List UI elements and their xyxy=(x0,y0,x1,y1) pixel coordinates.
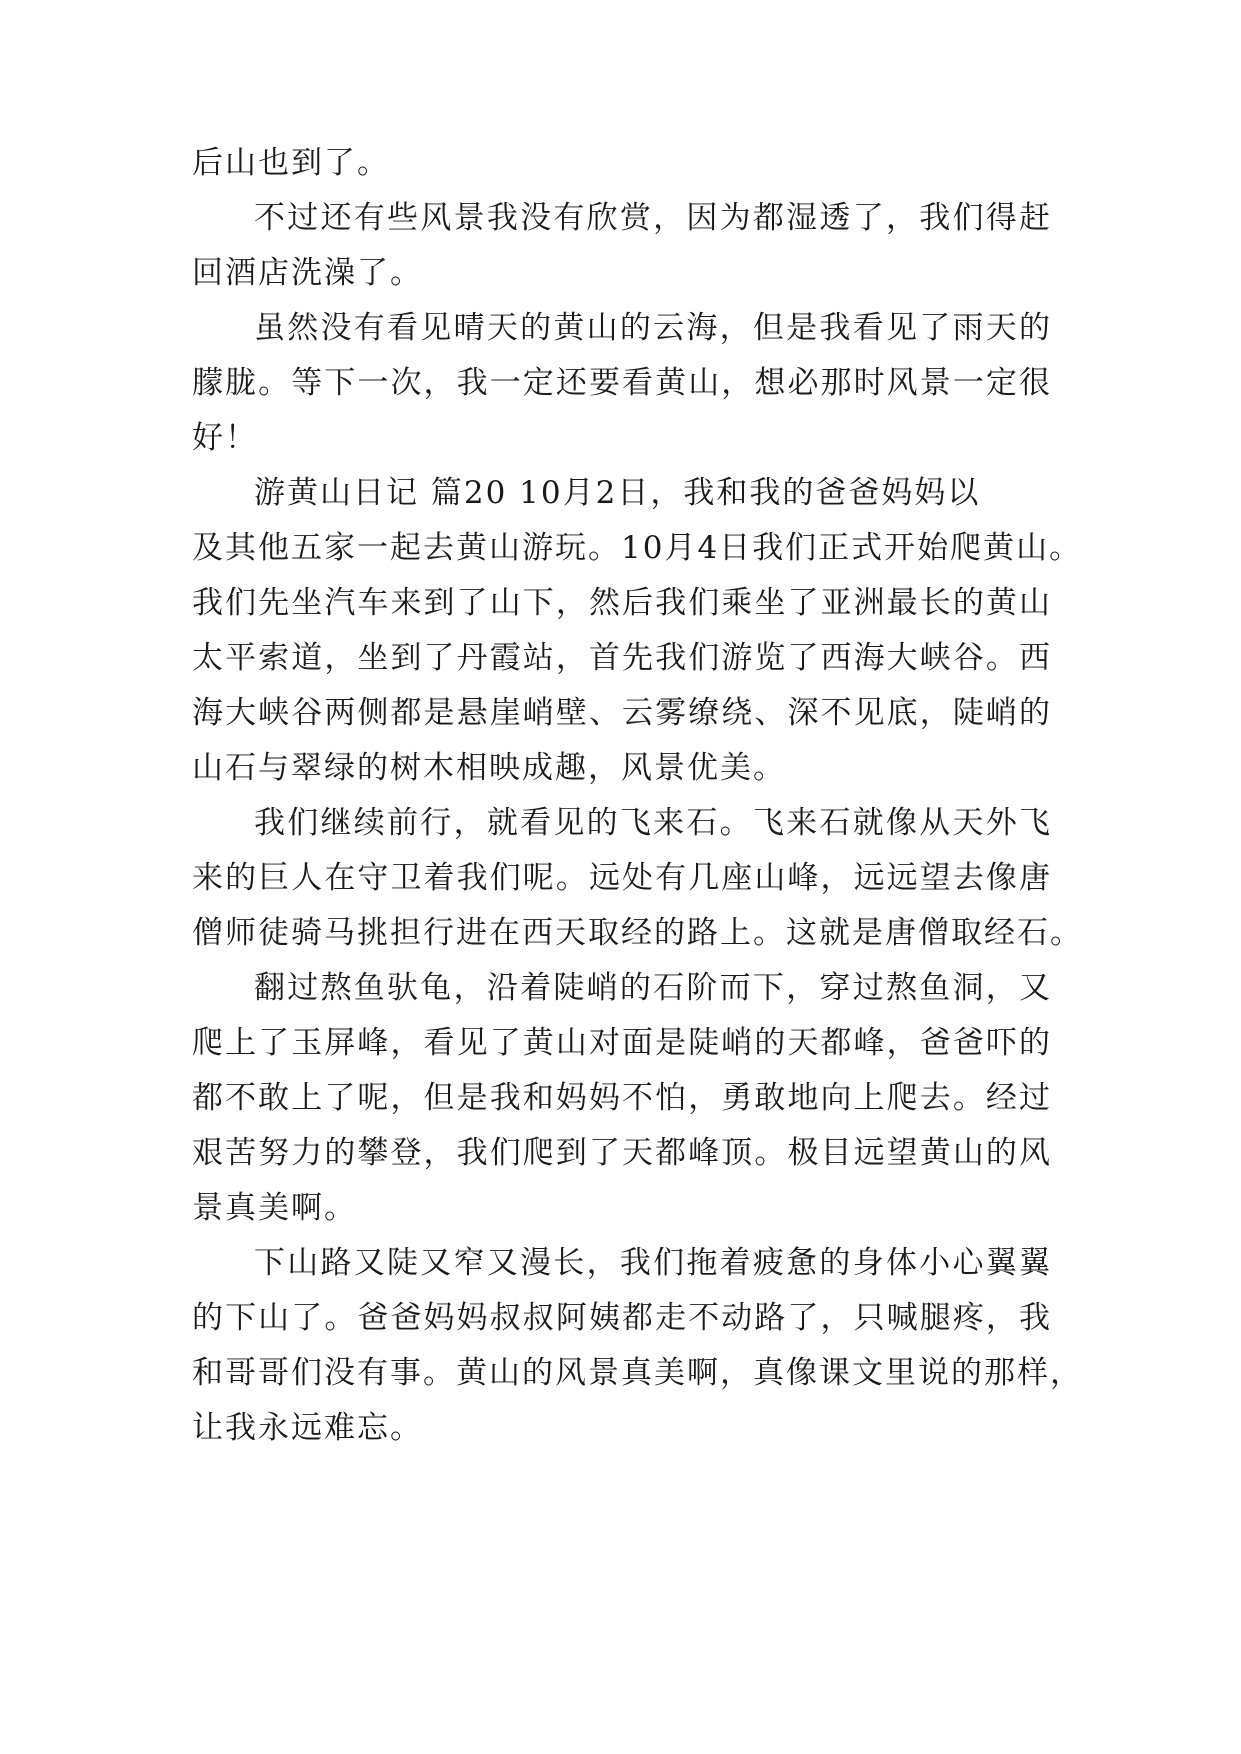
text-line: 让我永远难忘。 xyxy=(192,1410,423,1446)
text-line: 海大峡谷两侧都是悬崖峭壁、云雾缭绕、深不见底，陡峭的 xyxy=(192,695,1052,731)
text-line: 都不敢上了呢，但是我和妈妈不怕，勇敢地向上爬去。经过 xyxy=(192,1080,1052,1116)
text-line: 虽然没有看见晴天的黄山的云海，但是我看见了雨天的 xyxy=(254,310,1052,346)
text-line: 好！ xyxy=(192,420,258,456)
text-line: 不过还有些风景我没有欣赏，因为都湿透了，我们得赶 xyxy=(254,200,1052,236)
text-line: 游黄山日记 篇20 10月2日，我和我的爸爸妈妈以 xyxy=(254,475,981,511)
text-line: 和哥哥们没有事。黄山的风景真美啊，真像课文里说的那样， xyxy=(192,1355,1083,1391)
text-line: 我们先坐汽车来到了山下，然后我们乘坐了亚洲最长的黄山 xyxy=(192,585,1052,621)
text-line: 朦胧。等下一次，我一定还要看黄山，想必那时风景一定很 xyxy=(192,365,1052,401)
text-line: 回酒店洗澡了。 xyxy=(192,255,423,291)
text-line: 景真美啊。 xyxy=(192,1190,357,1226)
text-line: 的下山了。爸爸妈妈叔叔阿姨都走不动路了，只喊腿疼，我 xyxy=(192,1300,1052,1336)
text-line: 山石与翠绿的树木相映成趣，风景优美。 xyxy=(192,750,786,786)
text-line: 僧师徒骑马挑担行进在西天取经的路上。这就是唐僧取经石。 xyxy=(192,915,1083,951)
text-line: 来的巨人在守卫着我们呢。远处有几座山峰，远远望去像唐 xyxy=(192,860,1052,896)
text-line: 艰苦努力的攀登，我们爬到了天都峰顶。极目远望黄山的风 xyxy=(192,1135,1052,1171)
text-line: 翻过熬鱼驮龟，沿着陡峭的石阶而下，穿过熬鱼洞，又 xyxy=(254,970,1052,1006)
text-line: 爬上了玉屏峰，看见了黄山对面是陡峭的天都峰，爸爸吓的 xyxy=(192,1025,1052,1061)
text-line: 及其他五家一起去黄山游玩。10月4日我们正式开始爬黄山。 xyxy=(192,530,1083,566)
text-line: 我们继续前行，就看见的飞来石。飞来石就像从天外飞 xyxy=(254,805,1052,841)
text-line: 后山也到了。 xyxy=(192,145,390,181)
text-line: 太平索道，坐到了丹霞站，首先我们游览了西海大峡谷。西 xyxy=(192,640,1052,676)
text-line: 下山路又陡又窄又漫长，我们拖着疲惫的身体小心翼翼 xyxy=(254,1245,1052,1281)
